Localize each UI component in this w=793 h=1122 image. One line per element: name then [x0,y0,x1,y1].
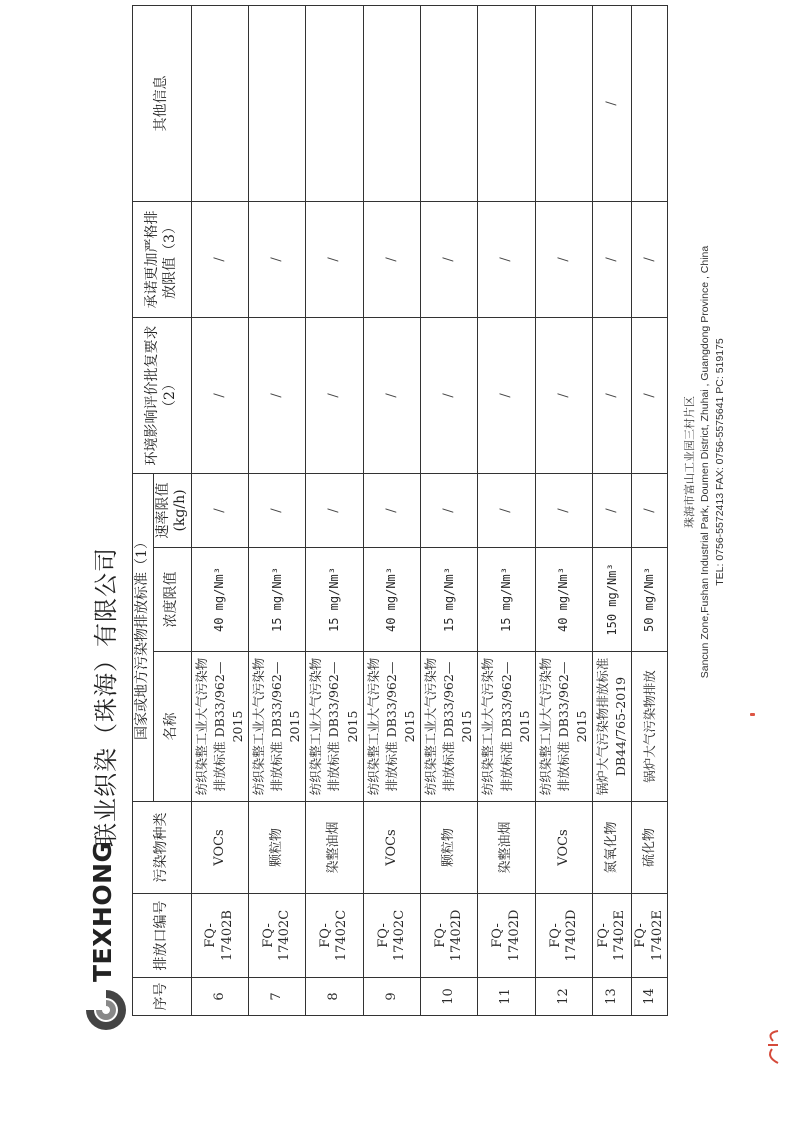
row-eia-requirement: / [363,317,420,473]
row-seq: 7 [248,978,305,1016]
row-eia-requirement: / [248,317,305,473]
row-eia-requirement: / [191,317,248,473]
row-other-info: / [593,5,632,201]
row-eia-requirement: / [421,317,478,473]
row-other-info [535,5,592,201]
row-pollutant: 染整油烟 [306,802,363,894]
table-body [191,5,668,1015]
row-concentration: 40 mg/Nm³ [191,548,248,652]
footer-address-en: Sancun Zone,Fushan Industrial Park, Doumen District, Zhuhai , Guangdong Province , China [698,245,711,679]
stamp-fragment-icon [764,1027,780,1067]
row-outlet-id: FQ-17402C [306,894,363,978]
row-rate-limit: / [632,473,668,547]
row-concentration: 50 mg/Nm³ [632,548,668,652]
row-other-info [363,5,420,201]
row-standard-name: 纺织染整工业大气污染物排放标准 DB33/962—2015 [248,652,305,802]
table-row [421,5,478,1015]
row-commitment-limit: / [593,201,632,317]
row-standard-name: 锅炉大气污染物排放 [632,652,668,802]
row-other-info [632,5,668,201]
header-other-info: 其他信息 [133,5,192,201]
row-outlet-id: FQ-17402D [535,894,592,978]
row-rate-limit: / [306,473,363,547]
header-national-standard-group: 国家或地方污染物排放标准（1） [133,473,154,801]
table-row [593,5,632,1015]
row-outlet-id: FQ-17402B [191,894,248,978]
row-outlet-id: FQ-17402C [248,894,305,978]
row-seq: 12 [535,978,592,1016]
row-pollutant: 颗粒物 [421,802,478,894]
row-other-info [478,5,535,201]
row-commitment-limit: / [421,201,478,317]
row-rate-limit: / [593,473,632,547]
row-commitment-limit: / [191,201,248,317]
row-outlet-id: FQ-17402E [593,894,632,978]
row-pollutant: VOCs [535,802,592,894]
header-commitment-limit: 承诺更加严格排放限值（3） [133,201,192,317]
header-standard-name: 名称 [153,652,191,802]
row-standard-name: 锅炉大气污染物排放标准 DB44/765-2019 [593,652,632,802]
emission-standards-table [132,5,668,1016]
header-row-1 [133,5,154,1015]
row-standard-name: 纺织染整工业大气污染物排放标准 DB33/962—2015 [306,652,363,802]
row-eia-requirement: / [306,317,363,473]
row-other-info [248,5,305,201]
row-eia-requirement: / [593,317,632,473]
footer-address-cn: 珠海市富山工业园三村片区 [683,396,696,528]
row-rate-limit: / [421,473,478,547]
table-row [191,5,248,1015]
row-concentration: 150 mg/Nm³ [593,548,632,652]
logo-text: TEXHONG [88,841,117,982]
row-seq: 13 [593,978,632,1016]
row-rate-limit: / [363,473,420,547]
row-pollutant: VOCs [363,802,420,894]
header-rate-limit: 速率限值(kg/h) [153,473,191,547]
row-rate-limit: / [535,473,592,547]
row-rate-limit: / [478,473,535,547]
texhong-swirl-icon [82,986,130,1034]
row-rate-limit: / [248,473,305,547]
row-other-info [191,5,248,201]
row-rate-limit: / [191,473,248,547]
row-standard-name: 纺织染整工业大气污染物排放标准 DB33/962—2015 [421,652,478,802]
row-outlet-id: FQ-17402C [363,894,420,978]
row-commitment-limit: / [478,201,535,317]
row-concentration: 40 mg/Nm³ [535,548,592,652]
row-pollutant: 氮氧化物 [593,802,632,894]
table-row [632,5,668,1015]
red-ink-mark [750,713,755,716]
row-commitment-limit: / [363,201,420,317]
row-eia-requirement: / [535,317,592,473]
row-standard-name: 纺织染整工业大气污染物排放标准 DB33/962—2015 [191,652,248,802]
row-seq: 10 [421,978,478,1016]
row-pollutant: VOCs [191,802,248,894]
row-pollutant: 硫化物 [632,802,668,894]
row-outlet-id: FQ-17402D [421,894,478,978]
row-seq: 14 [632,978,668,1016]
row-commitment-limit: / [535,201,592,317]
row-commitment-limit: / [306,201,363,317]
company-name: 联业织染（珠海）有限公司 [92,547,120,847]
header-concentration-limit: 浓度限值 [153,548,191,652]
row-pollutant: 颗粒物 [248,802,305,894]
row-pollutant: 染整油烟 [478,802,535,894]
row-eia-requirement: / [632,317,668,473]
row-seq: 9 [363,978,420,1016]
row-concentration: 15 mg/Nm³ [248,548,305,652]
row-seq: 8 [306,978,363,1016]
table-row [306,5,363,1015]
row-standard-name: 纺织染整工业大气污染物排放标准 DB33/962—2015 [363,652,420,802]
row-concentration: 15 mg/Nm³ [421,548,478,652]
table-row [535,5,592,1015]
header-pollutant: 污染物种类 [133,802,192,894]
table-row [478,5,535,1015]
row-commitment-limit: / [632,201,668,317]
header-outlet-id: 排放口编号 [133,894,192,978]
row-standard-name: 纺织染整工业大气污染物排放标准 DB33/962—2015 [478,652,535,802]
header-eia-requirement: 环境影响评价批复要求（2） [133,317,192,473]
row-standard-name: 纺织染整工业大气污染物排放标准 DB33/962—2015 [535,652,592,802]
row-eia-requirement: / [478,317,535,473]
letterhead-footer [682,162,728,762]
table-row [248,5,305,1015]
footer-contact: TEL: 0756-5572413 FAX: 0756-5575641 PC: 519175 [714,338,727,586]
row-commitment-limit: / [248,201,305,317]
row-outlet-id: FQ-17402D [478,894,535,978]
row-concentration: 15 mg/Nm³ [478,548,535,652]
row-other-info [421,5,478,201]
row-concentration: 40 mg/Nm³ [363,548,420,652]
table-row [363,5,420,1015]
row-seq: 11 [478,978,535,1016]
row-seq: 6 [191,978,248,1016]
row-outlet-id: FQ-17402E [632,894,668,978]
row-other-info [306,5,363,201]
header-seq: 序号 [133,978,192,1016]
row-concentration: 15 mg/Nm³ [306,548,363,652]
